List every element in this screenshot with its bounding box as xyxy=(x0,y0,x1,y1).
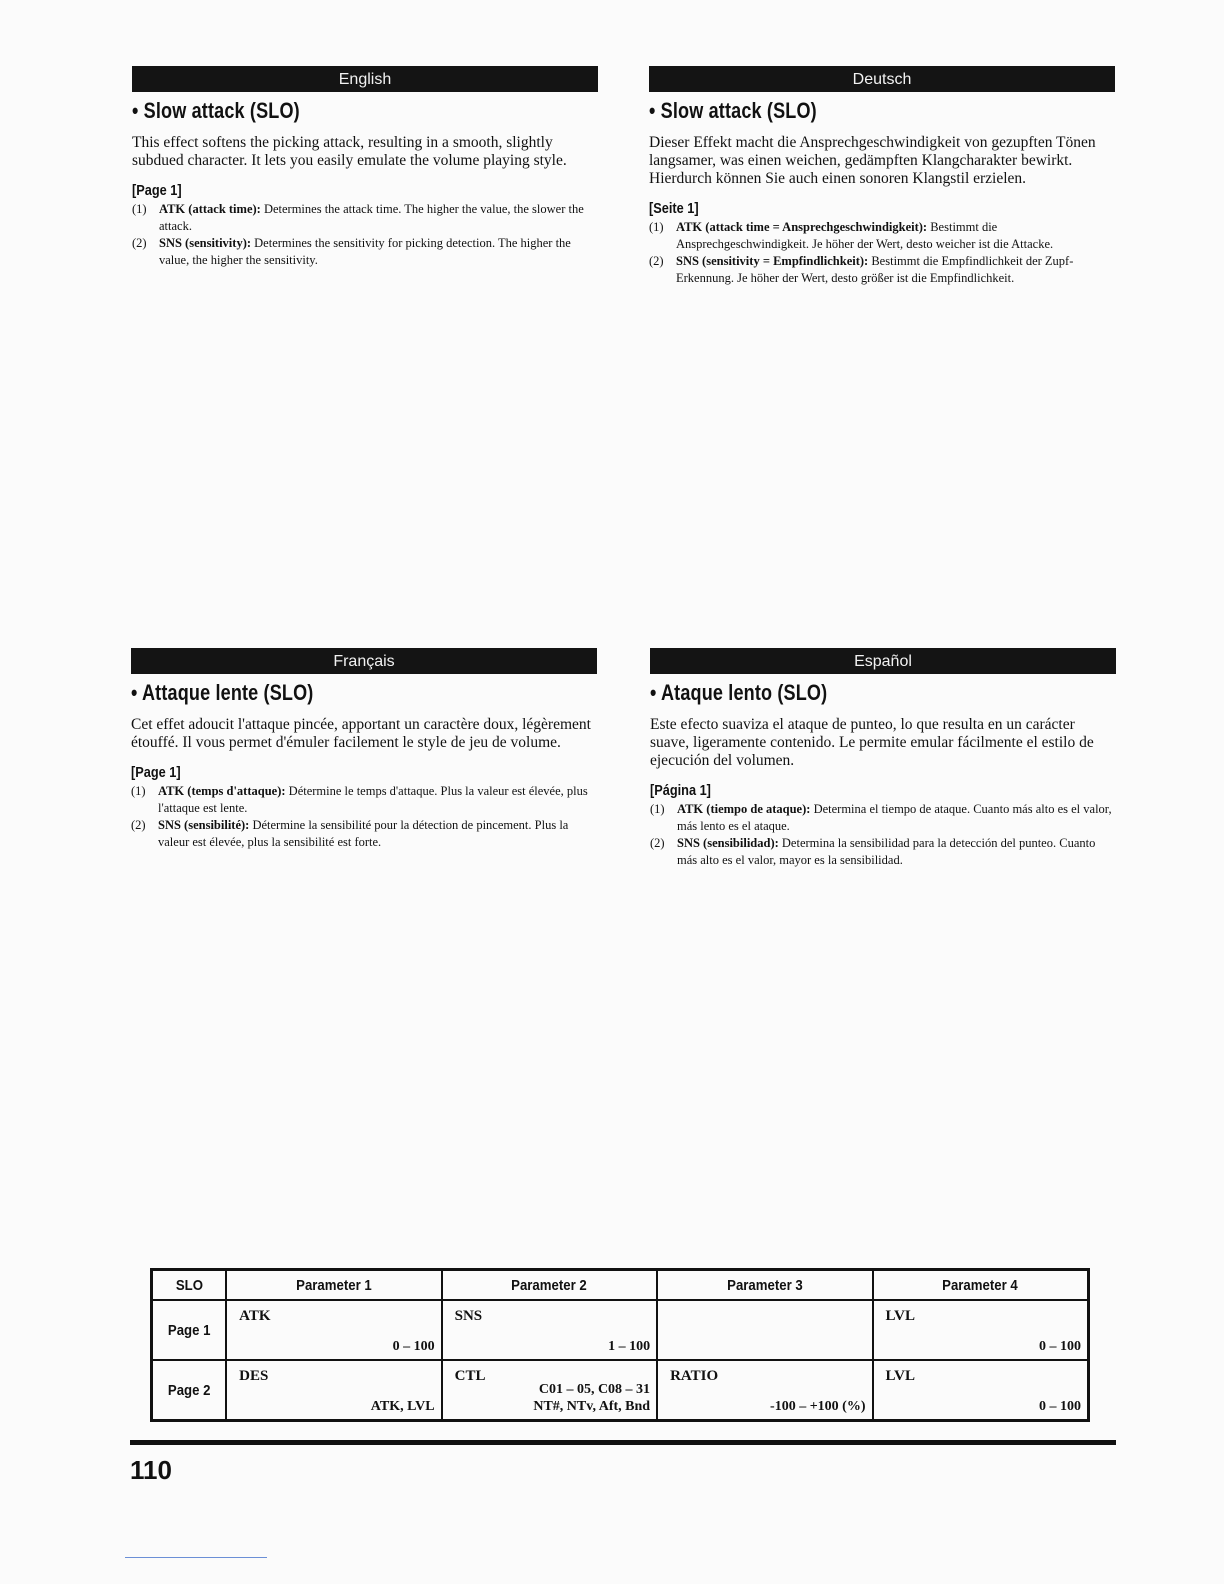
section-francais xyxy=(131,648,597,851)
table-cell xyxy=(657,1300,872,1360)
param-name: LVL xyxy=(885,1308,915,1324)
table-cell xyxy=(873,1360,1089,1421)
effect-description: Este efecto suaviza el ataque de punteo, lo que resulta en un carácter suave, ligeramente contenido. Le permite emular fácilmente el estilo de ejecución del volumen. xyxy=(650,716,1094,769)
param-name: ATK xyxy=(239,1308,271,1324)
param-range: -100 – +100 (%) xyxy=(770,1399,866,1414)
effect-description: Cet effet adoucit l'attaque pincée, apportant un caractère doux, légèrement étouffé. Il vous permet d'émuler facilement le style de jeu de volume. xyxy=(131,716,591,751)
parameter-item: (1) ATK (temps d'attaque): Détermine le temps d'attaque. Plus la valeur est élevée, plus l'attaque est lente. xyxy=(131,784,588,815)
column-header: Parameter 1 xyxy=(226,1270,441,1301)
parameter-item: (2) SNS (sensitivity): Determines the sensitivity for picking detection. The higher the value, the higher the sensitivity. xyxy=(132,236,571,267)
table-header-row xyxy=(152,1270,1089,1301)
parameter-item: (2) SNS (sensibilidad): Determina la sensibilidad para la detección del punteo. Cuanto más alto es el valor, mayor es la sensibilidad. xyxy=(650,836,1096,867)
effect-title: • Ataque lento (SLO) xyxy=(650,680,828,705)
param-name: SNS xyxy=(454,1308,483,1324)
column-header: Parameter 4 xyxy=(873,1270,1089,1301)
language-header: Deutsch xyxy=(649,66,1115,92)
table-row xyxy=(152,1360,1089,1421)
param-name: LVL xyxy=(885,1368,915,1384)
language-header: Français xyxy=(131,648,597,674)
effect-description: This effect softens the picking attack, resulting in a smooth, slightly subdued character. It lets you easily emulate the volume playing style. xyxy=(132,134,567,169)
param-range: 1 – 100 xyxy=(608,1339,651,1354)
page-heading: [Page 1] xyxy=(132,182,182,199)
footer-rule xyxy=(130,1440,1116,1445)
param-range: ATK, LVL xyxy=(370,1399,435,1414)
parameter-list xyxy=(649,219,1115,287)
language-header: Español xyxy=(650,648,1116,674)
table-row xyxy=(152,1300,1089,1360)
parameter-list xyxy=(132,201,598,269)
parameter-item: (2) SNS (sensitivity = Empfindlichkeit): Bestimmt die Empfindlichkeit der Zupf-Erkennung. Je höher der Wert, desto größer ist die Empfindlichkeit. xyxy=(649,254,1074,285)
page-heading: [Seite 1] xyxy=(649,200,699,217)
table-cell xyxy=(657,1360,872,1421)
section-english xyxy=(132,66,598,269)
section-espanol xyxy=(650,648,1116,869)
section-deutsch xyxy=(649,66,1115,287)
param-range: 0 – 100 xyxy=(1039,1399,1081,1414)
table-cell xyxy=(226,1360,441,1421)
param-range: C01 – 05, C08 – 31 NT#, NTv, Aft, Bnd xyxy=(533,1382,651,1414)
parameter-item: (2) SNS (sensibilité): Détermine la sensibilité pour la détection de pincement. Plus la valeur est élevée, plus la sensibilité est forte. xyxy=(131,818,569,849)
param-range: 0 – 100 xyxy=(1039,1339,1081,1354)
param-name: RATIO xyxy=(670,1368,719,1384)
param-name: DES xyxy=(239,1368,269,1384)
effect-description: Dieser Effekt macht die Ansprechgeschwindigkeit von gezupften Tönen langsamer, was einen weichen, gedämpften Klangcharakter bewirkt. Hierdurch können Sie auch einen sonoren Klangstil erzielen. xyxy=(649,134,1096,187)
param-range: 0 – 100 xyxy=(392,1339,435,1354)
language-header: English xyxy=(132,66,598,92)
table-corner: SLO xyxy=(152,1270,227,1301)
parameter-item: (1) ATK (tiempo de ataque): Determina el tiempo de ataque. Cuanto más alto es el valor, más lento es el ataque. xyxy=(650,802,1112,833)
parameter-table xyxy=(150,1268,1090,1422)
table-cell xyxy=(442,1300,657,1360)
table-cell xyxy=(442,1360,657,1421)
effect-title: • Slow attack (SLO) xyxy=(132,98,300,123)
parameter-list xyxy=(650,801,1116,869)
page-number: 110 xyxy=(130,1455,172,1485)
parameter-list xyxy=(131,783,597,851)
effect-title: • Slow attack (SLO) xyxy=(649,98,817,123)
parameter-item: (1) ATK (attack time = Ansprechgeschwindigkeit): Bestimmt die Ansprechgeschwindigkeit. Je höher der Wert, desto weicher ist die Attacke. xyxy=(649,220,1054,251)
row-header: Page 1 xyxy=(152,1300,227,1360)
row-header: Page 2 xyxy=(152,1360,227,1421)
column-header: Parameter 2 xyxy=(442,1270,657,1301)
table-cell xyxy=(226,1300,441,1360)
parameter-item: (1) ATK (attack time): Determines the attack time. The higher the value, the slower the attack. xyxy=(132,202,584,233)
table-cell xyxy=(873,1300,1089,1360)
page-heading: [Página 1] xyxy=(650,782,711,799)
effect-title: • Attaque lente (SLO) xyxy=(131,680,314,705)
param-name: CTL xyxy=(454,1368,486,1384)
page-heading: [Page 1] xyxy=(131,764,181,781)
divider xyxy=(125,1557,267,1558)
column-header: Parameter 3 xyxy=(657,1270,872,1301)
